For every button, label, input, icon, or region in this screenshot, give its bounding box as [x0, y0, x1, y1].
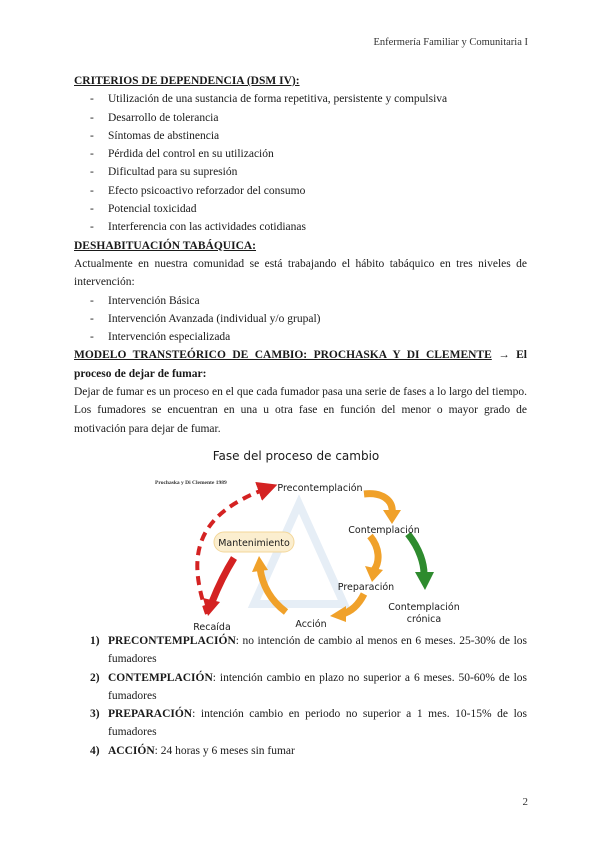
phase-item	[74, 632, 527, 669]
list-item: - Intervención especializada	[74, 328, 527, 346]
phase-number: 4)	[90, 744, 100, 757]
arrow-icon: →	[498, 349, 510, 362]
phase-number: 2)	[90, 671, 100, 684]
phase-term: PREPARACIÓN	[108, 708, 193, 721]
modelo-heading-title: MODELO TRANSTEÓRICO DE CAMBIO: PROCHASKA Y DI CLEMENTE	[74, 349, 492, 362]
stage-contemplation: Contemplación	[348, 524, 420, 536]
modelo-heading	[74, 346, 527, 383]
stage-preparation: Preparación	[337, 581, 395, 593]
arrow-head	[252, 556, 268, 572]
deshabituacion-intro: Actualmente en nuestra comunidad se está trabajando el hábito tabáquico en tres niveles de intervención:	[74, 257, 527, 289]
arrow-head	[330, 606, 346, 622]
arrow-head	[415, 572, 434, 590]
phase-item	[74, 742, 527, 760]
phase-description: : intención cambio en periodo no superior a 1 mes. 10-15% de los fumadores	[108, 708, 527, 739]
modelo-paragraph: Dejar de fumar es un proceso en el que cada fumador pasa una serie de fases a lo largo del tiempo. Los fumadores se encuentran en una u otra fase en función del menor o mayor grado de motivación para dejar de fumar.	[74, 386, 527, 435]
arrow-head	[383, 510, 401, 524]
dsm-criteria-list	[74, 90, 527, 236]
list-item: - Intervención Avanzada (individual y/o grupal)	[74, 310, 527, 328]
list-item: - Potencial toxicidad	[74, 200, 527, 218]
arrow-to-chronic	[408, 534, 424, 574]
phase-number: 3)	[90, 708, 100, 721]
phase-description: : intención cambio en plazo no superior a 6 meses. 50-60% de los fumadores	[108, 671, 527, 702]
stage-chronic-contemplation-line2: crónica	[406, 613, 442, 625]
stage-relapse: Recaída	[193, 621, 231, 630]
list-item: - Pérdida del control en su utilización	[74, 145, 527, 163]
phase-item	[74, 705, 527, 742]
phases-list	[74, 632, 527, 760]
page-content	[74, 72, 527, 760]
phase-description: : no intención de cambio al menos en 6 meses. 25-30% de los fumadores	[108, 634, 527, 666]
phase-description: : 24 horas y 6 meses sin fumar	[154, 744, 295, 757]
modelo-heading-tail: El proceso de dejar de fumar:	[74, 349, 528, 380]
page-number: 2	[522, 796, 528, 808]
stage-chronic-contemplation-line1: Contemplación	[388, 601, 460, 613]
cycle-diagram	[74, 444, 527, 630]
running-header: Enfermería Familiar y Comunitaria I	[373, 37, 528, 48]
phase-term: CONTEMPLACIÓN	[108, 671, 213, 684]
list-item: - Dificultad para su supresión	[74, 163, 527, 181]
deshabituacion-heading: DESHABITUACIÓN TABÁQUICA:	[74, 239, 257, 252]
phase-item	[74, 669, 527, 706]
arrow-head	[365, 566, 383, 582]
list-item: - Interferencia con las actividades cotidianas	[74, 218, 527, 236]
arrow-to-preparation	[370, 536, 378, 570]
list-item: - Efecto psicoactivo reforzador del consumo	[74, 182, 527, 200]
list-item: - Desarrollo de tolerancia	[74, 109, 527, 127]
list-item: - Síntomas de abstinencia	[74, 127, 527, 145]
stage-action: Acción	[295, 618, 327, 630]
figure-title: Fase del proceso de cambio	[212, 448, 380, 463]
list-item: - Utilización de una sustancia de forma repetitiva, persistente y compulsiva	[74, 90, 527, 108]
stage-maintenance: Mantenimiento	[218, 537, 290, 549]
phase-term: PRECONTEMPLACIÓN	[108, 634, 236, 647]
figure-credit: Prochaska y Di Clemente 1989	[155, 479, 227, 486]
dsm-heading: CRITERIOS DE DEPENDENCIA (DSM IV):	[74, 75, 300, 87]
stage-precontemplation: Precontemplación	[277, 482, 363, 494]
stages-of-change-figure	[74, 444, 527, 630]
list-item: - Intervención Básica	[74, 292, 527, 310]
phase-number: 1)	[90, 634, 100, 647]
intervention-levels-list	[74, 292, 527, 347]
phase-term: ACCIÓN	[108, 744, 155, 757]
arrow-to-relapse	[212, 558, 234, 602]
